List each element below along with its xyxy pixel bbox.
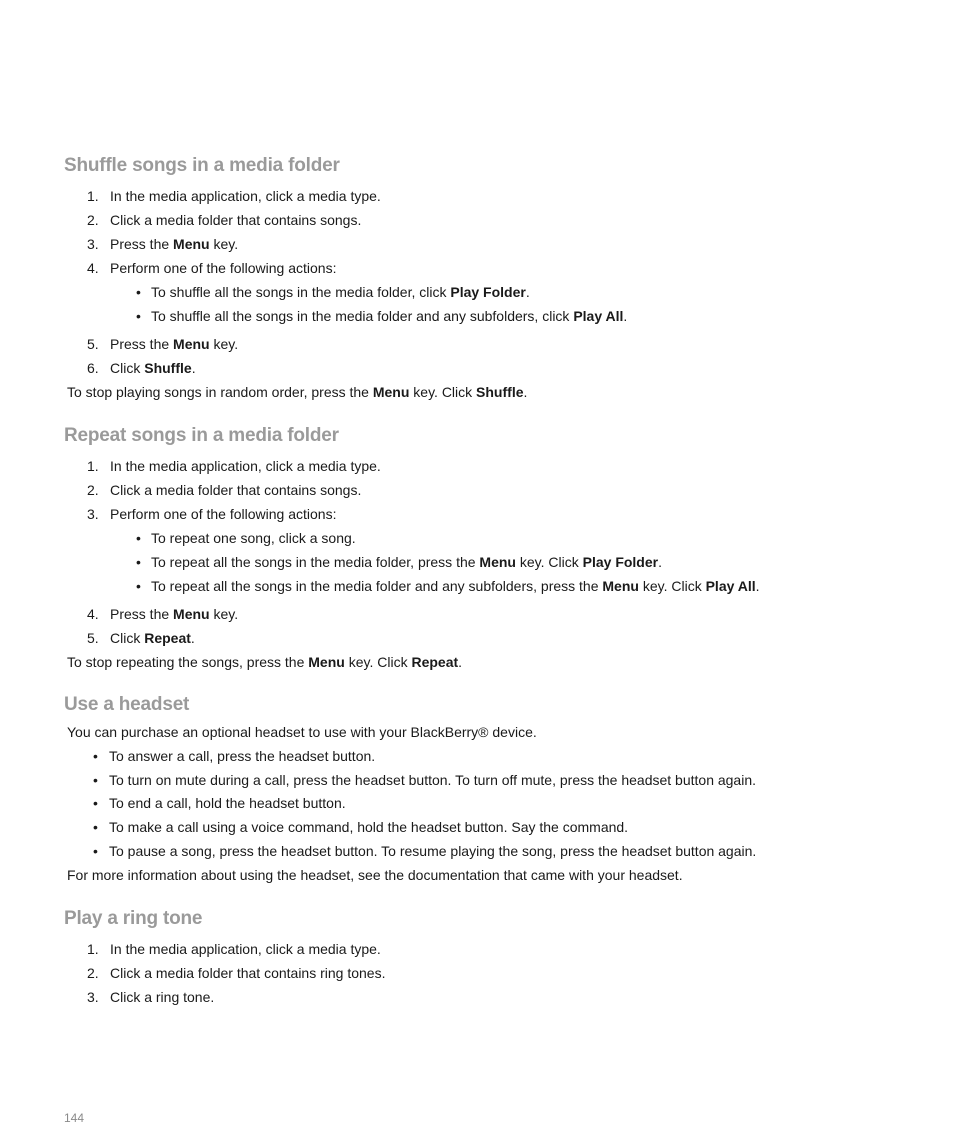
outro-text: For more information about using the headset, see the documentation that came with your headset.	[67, 867, 683, 883]
step-text: Click Shuffle.	[110, 360, 196, 376]
intro-text: You can purchase an optional headset to use with your BlackBerry® device.	[67, 724, 537, 740]
bullet-glyph: •	[93, 772, 98, 788]
step-number: 3.	[87, 506, 99, 522]
bullet-glyph: •	[136, 578, 141, 594]
page-number: 144	[64, 1111, 85, 1125]
bullet-glyph: •	[136, 554, 141, 570]
step-number: 2.	[87, 482, 99, 498]
sub-action-text: To repeat all the songs in the media folder, press the Menu key. Click Play Folder.	[151, 554, 662, 570]
step-text: Perform one of the following actions:	[110, 506, 337, 522]
list-item-text: To pause a song, press the headset button. To resume playing the song, press the headset button again.	[109, 843, 757, 859]
list-item-text: To make a call using a voice command, hold the headset button. Say the command.	[109, 819, 629, 835]
bullet-glyph: •	[93, 819, 98, 835]
step-number: 2.	[87, 212, 99, 228]
step-text: Press the Menu key.	[110, 236, 239, 252]
bullet-glyph: •	[136, 284, 141, 300]
step-text: Click a media folder that contains songs.	[110, 482, 362, 498]
step-text: Click Repeat.	[110, 630, 195, 646]
bullet-glyph: •	[136, 308, 141, 324]
heading-use-headset: Use a headset	[64, 694, 190, 715]
step-number: 1.	[87, 188, 99, 204]
step-number: 4.	[87, 260, 99, 276]
bullet-glyph: •	[93, 748, 98, 764]
heading-play-ring-tone: Play a ring tone	[64, 908, 203, 929]
sub-action-text: To repeat all the songs in the media folder and any subfolders, press the Menu key. Click Play All.	[151, 578, 760, 594]
step-text: Press the Menu key.	[110, 606, 239, 622]
step-number: 3.	[87, 236, 99, 252]
step-number: 2.	[87, 965, 99, 981]
step-number: 1.	[87, 941, 99, 957]
step-number: 5.	[87, 336, 99, 352]
step-text: In the media application, click a media type.	[110, 458, 381, 474]
step-number: 3.	[87, 989, 99, 1005]
sub-action-text: To shuffle all the songs in the media folder and any subfolders, click Play All.	[151, 308, 628, 324]
sub-action-text: To repeat one song, click a song.	[151, 530, 356, 546]
step-text: Click a ring tone.	[110, 989, 215, 1005]
step-number: 6.	[87, 360, 99, 376]
bullet-glyph: •	[93, 795, 98, 811]
step-text: Click a media folder that contains ring tones.	[110, 965, 386, 981]
step-number: 5.	[87, 630, 99, 646]
step-number: 4.	[87, 606, 99, 622]
note-text: To stop repeating the songs, press the Menu key. Click Repeat.	[67, 654, 463, 670]
list-item-text: To answer a call, press the headset button.	[109, 748, 376, 764]
sub-action-text: To shuffle all the songs in the media folder, click Play Folder.	[151, 284, 530, 300]
step-text: In the media application, click a media type.	[110, 188, 381, 204]
bullet-glyph: •	[136, 530, 141, 546]
note-text: To stop playing songs in random order, press the Menu key. Click Shuffle.	[67, 384, 528, 400]
list-item-text: To end a call, hold the headset button.	[109, 795, 346, 811]
step-text: Click a media folder that contains songs.	[110, 212, 362, 228]
step-text: In the media application, click a media type.	[110, 941, 381, 957]
list-item-text: To turn on mute during a call, press the headset button. To turn off mute, press the headset button again.	[109, 772, 757, 788]
heading-shuffle-songs: Shuffle songs in a media folder	[64, 155, 340, 176]
step-number: 1.	[87, 458, 99, 474]
step-text: Press the Menu key.	[110, 336, 239, 352]
step-text: Perform one of the following actions:	[110, 260, 337, 276]
heading-repeat-songs: Repeat songs in a media folder	[64, 425, 339, 446]
bullet-glyph: •	[93, 843, 98, 859]
